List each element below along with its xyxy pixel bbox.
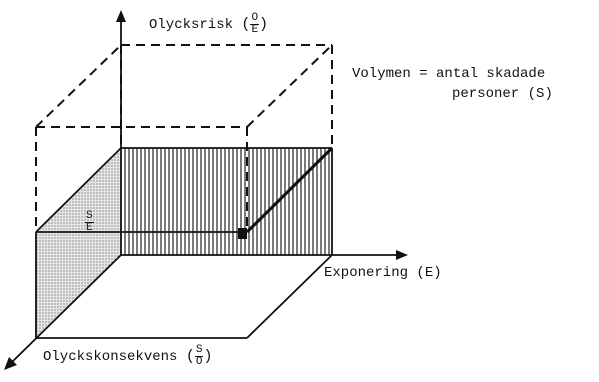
arrow-right-icon bbox=[396, 250, 408, 260]
left-face bbox=[36, 148, 121, 338]
label-exposure: Exponering (E) bbox=[324, 265, 442, 281]
back-face bbox=[121, 148, 332, 255]
label-risk: Olycksrisk ( $\frac{O}{E}$ ) bbox=[149, 12, 269, 36]
label-consequence: Olyckskonsekvens ( $\frac{S}{O}$ ) bbox=[43, 344, 213, 368]
label-volume: Volymen = antal skadade personer (S) bbox=[352, 66, 553, 102]
arrow-up-icon bbox=[116, 10, 126, 22]
marker-dot bbox=[238, 228, 247, 239]
label-side-fraction: $\frac{S}{E}$ bbox=[86, 210, 93, 234]
